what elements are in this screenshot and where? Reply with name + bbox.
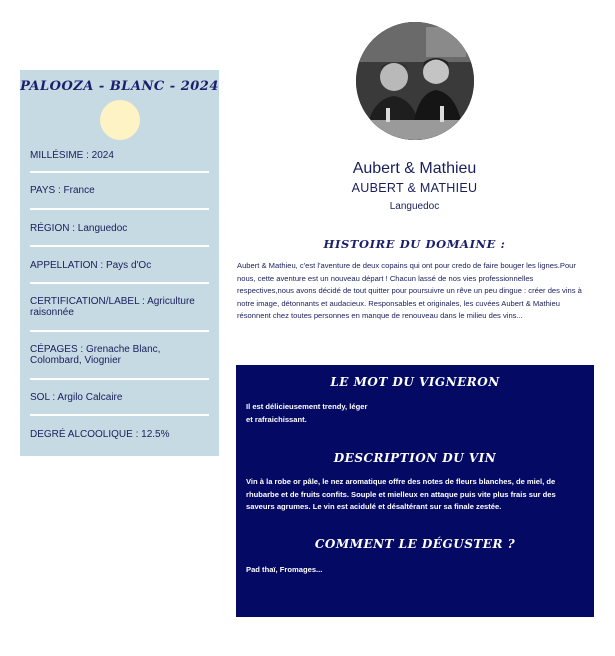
spec-divider: [30, 282, 209, 284]
producer-photo: [356, 22, 474, 140]
spec-certification: CERTIFICATION/LABEL : Agriculture raisonnée: [30, 296, 195, 318]
spec-divider: [30, 330, 209, 332]
vigneron-text: Il est délicieusement trendy, léger et rafraichissant.: [246, 402, 368, 424]
spec-divider: [30, 245, 209, 247]
producer-name: Aubert & Mathieu: [352, 160, 477, 177]
spec-vintage: MILLÉSIME : 2024: [30, 149, 114, 161]
description-heading: DESCRIPTION DU VIN: [333, 451, 497, 465]
wine-title: PALOOZA - BLANC - 2024: [20, 79, 219, 94]
producer-region: Languedoc: [389, 201, 440, 212]
spec-divider: [30, 208, 209, 210]
producer-photo-illustration: [356, 22, 474, 140]
spec-grapes: CÉPAGES : Grenache Blanc, Colombard, Viognier: [30, 344, 161, 366]
sun-icon: [100, 100, 140, 140]
spec-region: RÉGION : Languedoc: [30, 222, 128, 234]
spec-soil: SOL : Argilo Calcaire: [30, 391, 123, 403]
spec-appellation: APPELLATION : Pays d'Oc: [30, 259, 152, 271]
wine-spec-card: [20, 70, 219, 456]
vigneron-heading: LE MOT DU VIGNERON: [330, 375, 500, 389]
wine-notes-box: [236, 365, 594, 617]
tasting-heading: COMMENT LE DÉGUSTER ?: [314, 537, 516, 551]
history-text: Aubert & Mathieu, c'est l'aventure de deux copains qui ont pour credo de faire bouger les lignes.Pour nous, cette aventure est un nouveau départ ! Chacun lassé de nos vies professionnelles respectives,nous avons décidé de tout quitter pour poursuivre un rêve un peu dingue : créer des vins à notre image, détonnants et audacieux. Responsables et originales, les cuvées Aubert & Mathieu résonnent chez toutes personnes en manque de renouveau dans le milieu des vins...: [237, 261, 582, 321]
history-heading: HISTOIRE DU DOMAINE :: [323, 237, 506, 251]
spec-divider: [30, 171, 209, 173]
spec-divider: [30, 378, 209, 380]
producer-name-uppercase: AUBERT & MATHIEU: [351, 181, 478, 195]
spec-country: PAYS : France: [30, 184, 95, 196]
description-text: Vin à la robe or pâle, le nez aromatique offre des notes de fleurs blanches, de miel, de rhubarbe et de fruits confits. Souple et mielleux en attaque puis vite plus frais sur des saveurs agrumes. Le vin est acidulé et désaltérant sur sa finale zestée.: [246, 477, 556, 512]
tasting-text: Pad thaï, Fromages...: [246, 565, 323, 574]
spec-divider: [30, 414, 209, 416]
spec-alcohol: DEGRÉ ALCOOLIQUE : 12.5%: [30, 428, 170, 440]
